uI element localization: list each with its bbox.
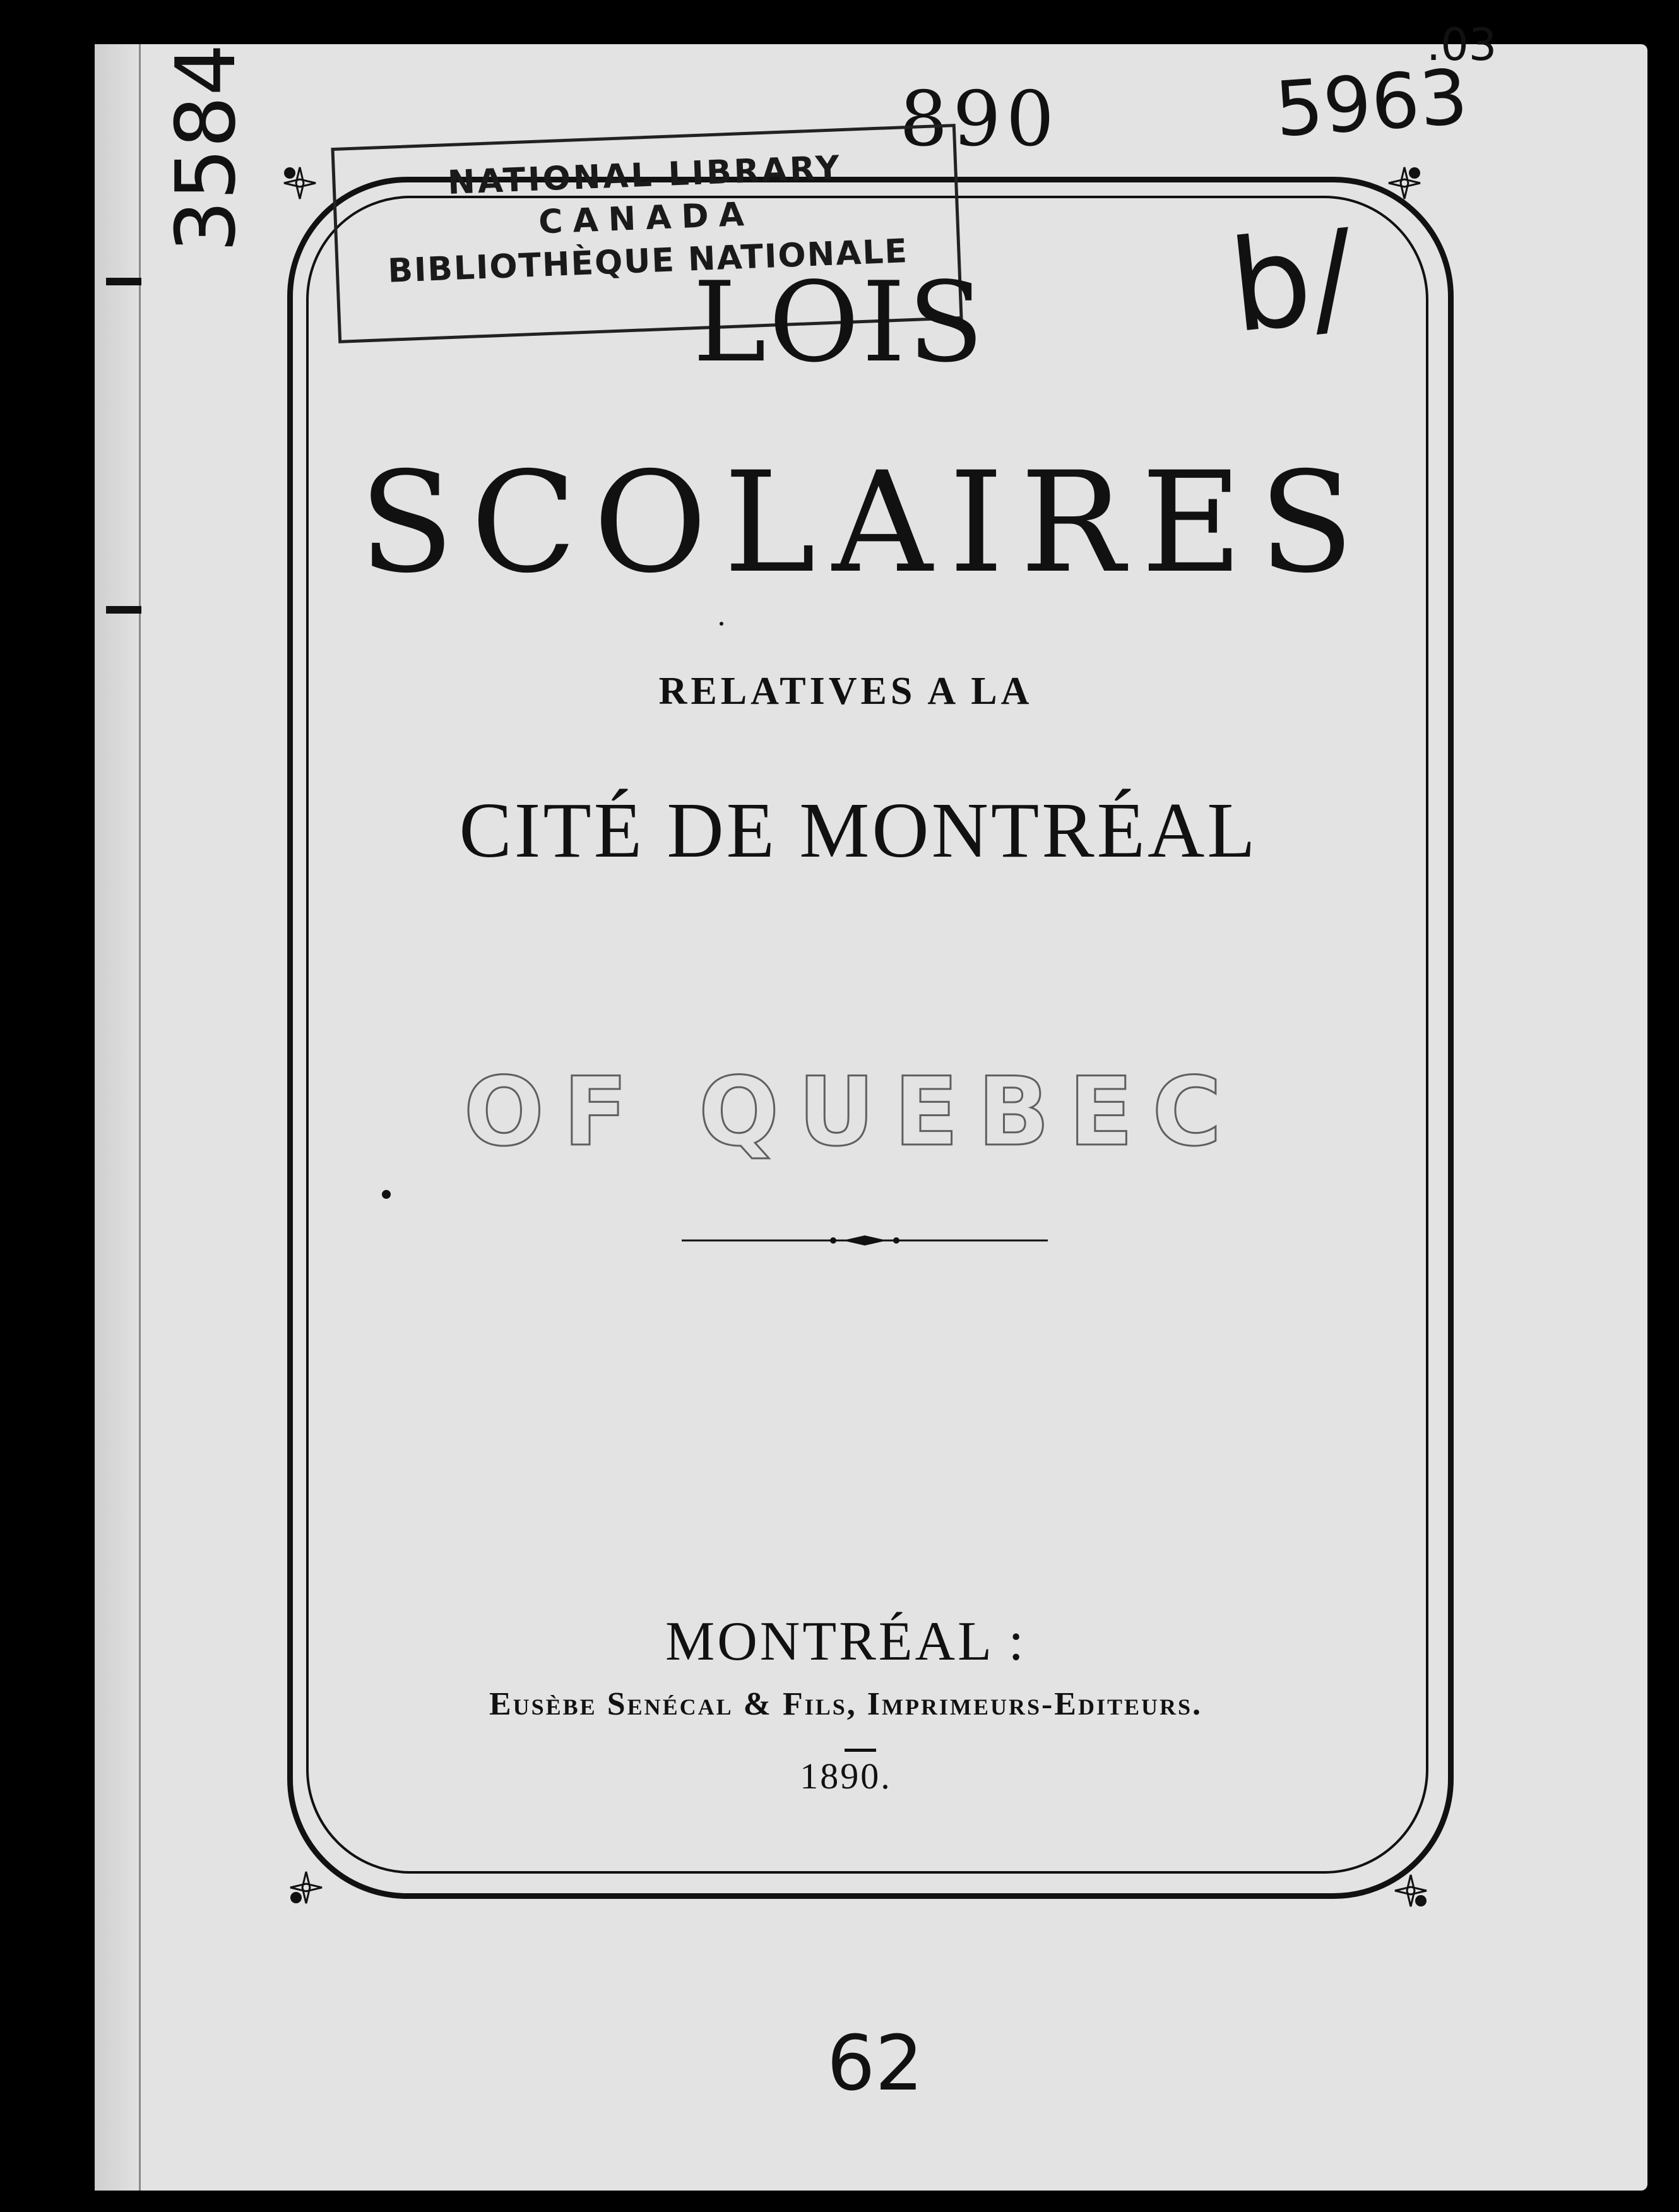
ink-speck <box>382 1190 391 1199</box>
year-rule <box>845 1749 876 1752</box>
ink-speck <box>720 622 723 626</box>
handwritten-accession-suffix: .03 <box>1427 19 1497 71</box>
corner-ornament-icon <box>1385 164 1423 202</box>
subtitle: RELATIVES A LA <box>658 670 1033 713</box>
stamp-line: CANADA <box>538 195 755 242</box>
stamp-line: NATIONAL LIBRARY <box>447 149 843 203</box>
ornamental-divider <box>682 1234 1048 1247</box>
title-line-2: SCOLAIRES <box>359 442 1371 604</box>
corner-ornament-icon <box>1392 1872 1430 1910</box>
place-name: CITÉ DE MONTRÉAL <box>459 787 1258 874</box>
handwritten-accession: 5963 <box>1272 53 1471 155</box>
stamp-line: BIBLIOTHÈQUE NATIONALE <box>387 232 910 290</box>
handwritten-letter-mark: b/ <box>1223 202 1361 362</box>
corner-ornament-icon <box>281 164 319 202</box>
handwritten-bottom-mark: 62 <box>827 2020 923 2108</box>
corner-ornament-icon <box>287 1869 325 1906</box>
binding-stitch <box>106 606 141 614</box>
handwritten-side-number: 3584 <box>158 44 254 253</box>
publication-year: 1890. <box>800 1756 892 1797</box>
imprint-city: MONTRÉAL : <box>665 1611 1027 1672</box>
title-line-1: LOIS <box>692 259 987 387</box>
publisher: Eusèbe Senécal & Fils, Imprimeurs-Editeurs. <box>489 1686 1203 1722</box>
perforated-stamp: OF QUEBEC <box>463 1057 1241 1167</box>
shelf-number: 890 <box>899 76 1060 164</box>
